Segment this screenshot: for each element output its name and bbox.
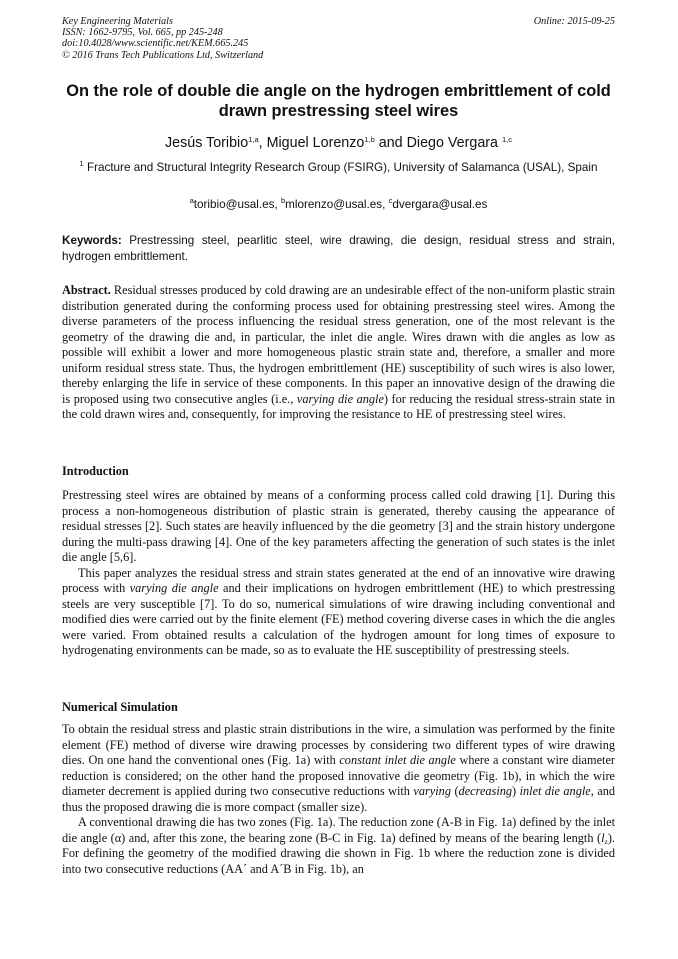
abstract xyxy=(62,283,615,423)
keywords-text: Prestressing steel, pearlitic steel, wire drawing, die design, residual stress and strain, hydrogen embrittlement. xyxy=(62,234,615,263)
author-superscript: 1,b xyxy=(364,135,375,144)
paragraph-emphasis: varying die angle xyxy=(129,581,219,595)
paragraph-text: and their implications on hydrogen embrittlement (HE) to which prestressing steels are very susceptible [7]. To do so, numerical simulations of wire drawing including conventional and modified dies were carried out by the finite element (FE) method covering diverse cases in which the die angles were varied. From obtained results a calculation of the hydrogen amount for long times of exposure to hydrogenating environments can be made, so as to evaluate the HE susceptibility of prestressing steels. xyxy=(62,581,616,657)
issn-line: ISSN: 1662-9795, Vol. 665, pp 245-248 xyxy=(62,27,223,39)
paragraph-emphasis: varying xyxy=(413,784,451,798)
paragraph-text: ( xyxy=(450,784,459,798)
online-date: Online: 2015-09-25 xyxy=(533,16,615,27)
paragraph-text: where a constant wire diameter reduction is considered; on the other hand the proposed innovative die geometry (Fig. 1b), in which the wire diameter decrement is applied during two consecutive reductions with xyxy=(62,753,616,798)
email-separator: , xyxy=(382,198,389,211)
email-separator: , xyxy=(274,198,281,211)
email-superscript: b xyxy=(280,196,286,205)
paragraph xyxy=(62,722,615,815)
author-list xyxy=(62,135,615,152)
email-list xyxy=(62,197,615,212)
keywords xyxy=(62,233,615,264)
affiliation-superscript: 1 xyxy=(79,159,84,168)
section-heading-introduction: Introduction xyxy=(62,464,129,478)
email-link[interactable]: mlorenzo@usal.es xyxy=(285,198,383,211)
keywords-label: Keywords: xyxy=(62,234,122,247)
abstract-text: ) for reducing the residual stress-strain state in the cold drawn wires and, consequently, for improving the resistance to HE of prestressing steel wires. xyxy=(62,391,616,421)
journal-header xyxy=(62,16,615,61)
paper-title: On the role of double die angle on the hydrogen embrittlement of cold drawn prestressing steel wires xyxy=(66,82,611,120)
paragraph-emphasis: decreasing xyxy=(458,784,513,798)
journal-name: Key Engineering Materials xyxy=(62,16,173,27)
paragraph-text: , and thus the proposed drawing die is more compact (smaller size). xyxy=(62,784,616,814)
paragraph xyxy=(62,815,615,877)
paragraph-text: ) xyxy=(512,784,520,798)
affiliation xyxy=(62,160,615,176)
email-link[interactable]: dvergara@usal.es xyxy=(392,198,488,211)
doi-line: doi:10.4028/www.scientific.net/KEM.665.245 xyxy=(62,38,249,50)
paragraph-text: This paper analyzes the residual stress and strain states generated at the end of an innovative wire drawing process with xyxy=(62,565,615,595)
email-superscript: a xyxy=(189,196,194,205)
affiliation-text: Fracture and Structural Integrity Research Group (FSIRG), University of Salamanca (USAL), Spain xyxy=(86,161,598,174)
abstract-label: Abstract. xyxy=(62,283,111,297)
abstract-text: Residual stresses produced by cold drawing are an undesirable effect of the non-uniform plastic strain distribution generated during the conforming process used for obtaining prestressing steel wires. Among the diverse parameters of the process influencing the residual stress generation, one of the most relevant is the geometry of the drawing die and, in particular, the inlet die angle. Wires drawn with die angles as low as possible will exhibit a lower and more homogeneous plastic strain state and, therefore, a smaller and more uniform residual stress state. Thus, the hydrogen embrittlement (HE) susceptibility of such wires is also lower, thereby enlarging the life in service of these components. In this paper an innovative design of the drawing die is proposed using two consecutive angles (i.e., xyxy=(62,283,615,406)
math-variable: l xyxy=(601,830,605,845)
copyright-line: © 2016 Trans Tech Publications Ltd, Switzerland xyxy=(62,49,264,61)
math-subscript: z xyxy=(604,836,608,846)
email-superscript: c xyxy=(388,196,393,205)
paragraph xyxy=(62,566,615,659)
paragraph-text: To obtain the residual stress and plastic strain distributions in the wire, a simulation was performed by the finite element (FE) method of diverse wire drawing processes by considering two different types of wire drawing dies. On one hand the conventional ones (Fig. 1a) with xyxy=(62,722,615,767)
paragraph: Prestressing steel wires are obtained by means of a conforming process called cold drawing [1]. During this process a non-homogeneous distribution of plastic strain is generated, thereby causing the appearance of residual stresses [2]. Such states are heavily influenced by the die geometry [3] and the strain history undergone during the multi-pass drawing [4]. One of the key parameters affecting the generation of such states is the inlet die angle [5,6]. xyxy=(62,488,615,564)
author-separator: and xyxy=(374,135,407,151)
author-superscript: 1,c xyxy=(501,135,512,144)
author-superscript: 1,a xyxy=(248,135,259,144)
abstract-emphasis: varying die angle xyxy=(296,391,384,406)
section-heading-numerical-simulation: Numerical Simulation xyxy=(62,700,178,714)
introduction-section xyxy=(62,488,615,659)
paragraph-text: A conventional drawing die has two zones (Fig. 1a). The reduction zone (A-B in Fig. 1a) defined by the inlet die angle (α) and, after this zone, the bearing zone (B-C in Fig. 1a) defined by means of the bearing length ( xyxy=(62,815,615,845)
paragraph-text: ). For defining the geometry of the modified drawing die shown in Fig. 1b where the reduction zone is divided into two consecutive reductions (AA´ and A´B in Fig. 1b), an xyxy=(62,830,615,876)
author-name: Diego Vergara xyxy=(406,135,498,151)
author-name: Miguel Lorenzo xyxy=(266,135,365,151)
author-name: Jesús Toribio xyxy=(165,135,249,151)
paragraph-emphasis: inlet die angle xyxy=(519,784,591,798)
numerical-simulation-section xyxy=(62,722,615,877)
paragraph-emphasis: constant inlet die angle xyxy=(339,753,456,767)
email-link[interactable]: toribio@usal.es xyxy=(193,198,275,211)
author-separator: , xyxy=(258,135,267,151)
